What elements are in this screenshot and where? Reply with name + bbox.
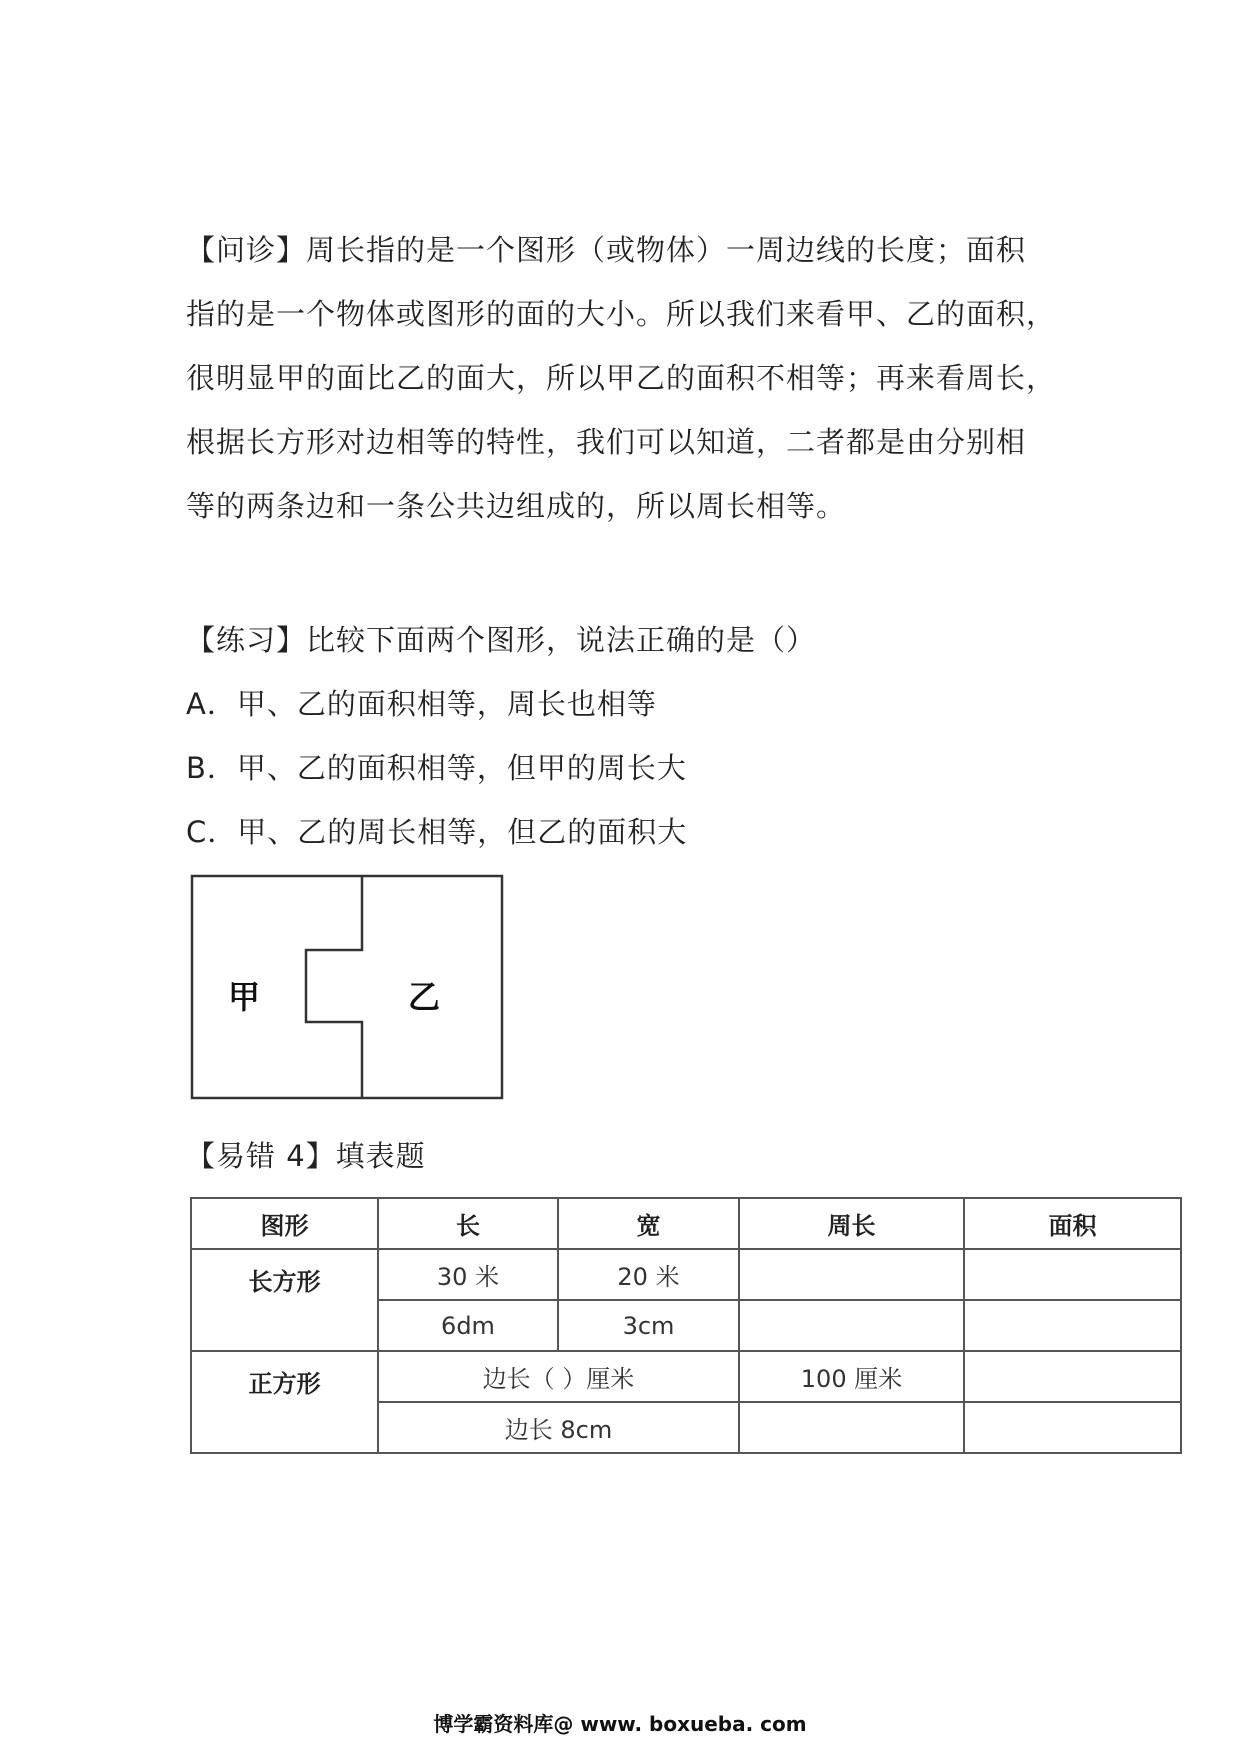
footer-source: 博学霸资料库@ www. boxueba. com	[433, 1712, 807, 1736]
table	[190, 1197, 1182, 1454]
practice-question: 【练习】比较下面两个图形，说法正确的是（）	[186, 623, 817, 657]
header-area: 面积	[964, 1198, 1181, 1249]
fill-table	[190, 1197, 1180, 1454]
practice-option-c: C．甲、乙的周长相等，但乙的面积大	[186, 815, 688, 849]
header-shape: 图形	[191, 1198, 378, 1249]
shape-figure	[190, 874, 508, 1102]
practice-option-b: B．甲、乙的面积相等，但甲的周长大	[186, 751, 687, 785]
table-row	[191, 1351, 1181, 1402]
row-label-rectangle: 长方形	[191, 1249, 378, 1351]
cell-area[interactable]	[964, 1402, 1181, 1453]
cell-area[interactable]	[964, 1351, 1181, 1402]
practice-section	[186, 608, 1066, 864]
cell-perimeter: 100 厘米	[739, 1351, 964, 1402]
error4-section	[186, 1124, 1066, 1188]
diagnosis-paragraph	[186, 218, 1066, 538]
header-perimeter: 周长	[739, 1198, 964, 1249]
cell-side[interactable]: 边长（ ）厘米	[378, 1351, 739, 1402]
diagnosis-line: 很明显甲的面比乙的面大，所以甲乙的面积不相等；再来看周长，	[186, 361, 1057, 395]
diagnosis-line: 指的是一个物体或图形的面的大小。所以我们来看甲、乙的面积，	[186, 297, 1057, 331]
cell-length: 30 米	[378, 1249, 558, 1300]
diagnosis-line: 【问诊】周长指的是一个图形（或物体）一周边线的长度；面积	[186, 233, 1027, 267]
cell-side: 边长 8cm	[378, 1402, 739, 1453]
cell-area[interactable]	[964, 1300, 1181, 1351]
header-width: 宽	[558, 1198, 739, 1249]
diagnosis-line: 根据长方形对边相等的特性，我们可以知道，二者都是由分别相	[186, 425, 1027, 459]
practice-option-a: A．甲、乙的面积相等，周长也相等	[186, 687, 657, 721]
diagnosis-line: 等的两条边和一条公共边组成的，所以周长相等。	[186, 489, 847, 523]
cell-perimeter[interactable]	[739, 1300, 964, 1351]
table-header-row	[191, 1198, 1181, 1249]
header-length: 长	[378, 1198, 558, 1249]
dividing-line	[306, 876, 362, 1098]
cell-length: 6dm	[378, 1300, 558, 1351]
row-label-square: 正方形	[191, 1351, 378, 1453]
label-jia: 甲	[228, 978, 261, 1016]
error4-title: 【易错 4】填表题	[186, 1139, 426, 1173]
cell-width: 20 米	[558, 1249, 739, 1300]
cell-perimeter[interactable]	[739, 1402, 964, 1453]
label-yi: 乙	[408, 978, 441, 1016]
cell-area[interactable]	[964, 1249, 1181, 1300]
cell-width: 3cm	[558, 1300, 739, 1351]
cell-perimeter[interactable]	[739, 1249, 964, 1300]
table-row	[191, 1249, 1181, 1300]
